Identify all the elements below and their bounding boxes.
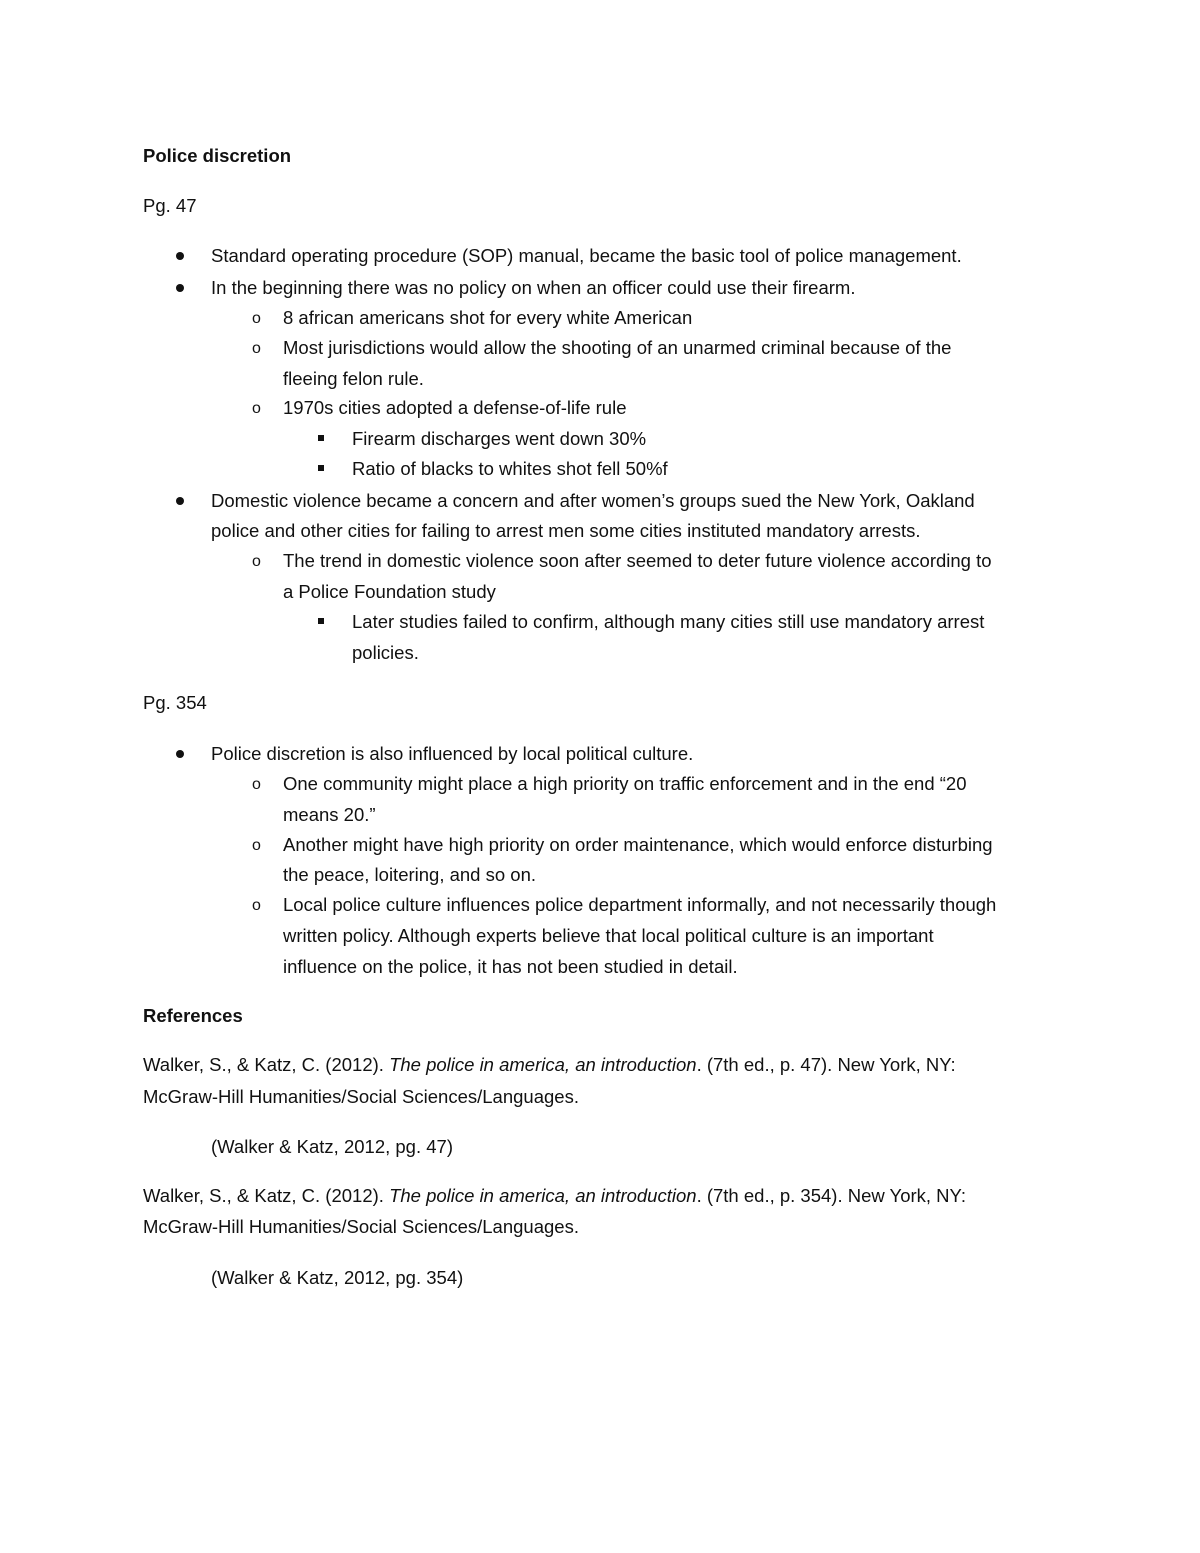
reference-book-title: The police in america, an introduction: [389, 1185, 697, 1206]
bullet-marker: [176, 284, 184, 292]
sub-sub-list-item: Ratio of blacks to whites shot fell 50%f: [352, 458, 668, 479]
reference-entry: [143, 1053, 956, 1077]
sub-list-item: Local police culture influences police department informally, and not necessarily though: [283, 894, 997, 915]
circle-marker: o: [252, 897, 261, 914]
square-marker: [318, 618, 324, 624]
circle-marker: o: [252, 776, 261, 793]
square-marker: [318, 465, 324, 471]
circle-marker: o: [252, 837, 261, 854]
page-title: Police discretion: [143, 145, 292, 166]
sub-sub-list-item: Later studies failed to confirm, although many cities still use mandatory arrest: [352, 611, 985, 632]
list-item: Police discretion is also influenced by local political culture.: [211, 743, 694, 764]
reference-details: . (7th ed., p. 354). New York, NY:: [696, 1185, 966, 1206]
circle-marker: o: [252, 310, 261, 327]
sub-list-item: The trend in domestic violence soon after seemed to deter future violence according to: [283, 550, 992, 571]
list-item: Domestic violence became a concern and after women’s groups sued the New York, Oakland: [211, 490, 975, 511]
in-text-citation: (Walker & Katz, 2012, pg. 47): [211, 1136, 453, 1157]
list-item: In the beginning there was no policy on when an officer could use their firearm.: [211, 277, 856, 298]
reference-authors: Walker, S., & Katz, C. (2012).: [143, 1054, 390, 1075]
page-reference-label: Pg. 47: [143, 195, 197, 216]
sub-list-item-continuation: means 20.”: [283, 804, 376, 825]
reference-publisher: McGraw-Hill Humanities/Social Sciences/Languages.: [143, 1216, 579, 1237]
references-heading: References: [143, 1005, 243, 1026]
list-item: Standard operating procedure (SOP) manual, became the basic tool of police management.: [211, 245, 962, 266]
page-reference-label: Pg. 354: [143, 692, 207, 713]
bullet-marker: [176, 252, 184, 260]
sub-list-item-continuation: fleeing felon rule.: [283, 368, 424, 389]
sub-list-item-continuation: influence on the police, it has not been studied in detail.: [283, 956, 738, 977]
sub-list-item: Another might have high priority on order maintenance, which would enforce disturbing: [283, 834, 993, 855]
reference-details: . (7th ed., p. 47). New York, NY:: [696, 1054, 956, 1075]
list-item-continuation: police and other cities for failing to arrest men some cities instituted mandatory arrests.: [211, 520, 921, 541]
reference-publisher: McGraw-Hill Humanities/Social Sciences/Languages.: [143, 1086, 579, 1107]
bullet-marker: [176, 750, 184, 758]
circle-marker: o: [252, 340, 261, 357]
sub-sub-list-item-continuation: policies.: [352, 642, 419, 663]
reference-book-title: The police in america, an introduction: [389, 1054, 697, 1075]
sub-list-item-continuation: written policy. Although experts believe that local political culture is an important: [283, 925, 934, 946]
circle-marker: o: [252, 553, 261, 570]
reference-entry: [143, 1184, 966, 1208]
sub-list-item: 8 african americans shot for every white American: [283, 307, 693, 328]
sub-list-item: Most jurisdictions would allow the shooting of an unarmed criminal because of the: [283, 337, 952, 358]
in-text-citation: (Walker & Katz, 2012, pg. 354): [211, 1267, 464, 1288]
square-marker: [318, 435, 324, 441]
reference-authors: Walker, S., & Katz, C. (2012).: [143, 1185, 390, 1206]
sub-sub-list-item: Firearm discharges went down 30%: [352, 428, 647, 449]
sub-list-item: One community might place a high priority on traffic enforcement and in the end “20: [283, 773, 967, 794]
sub-list-item: 1970s cities adopted a defense-of-life rule: [283, 397, 627, 418]
circle-marker: o: [252, 400, 261, 417]
bullet-marker: [176, 497, 184, 505]
sub-list-item-continuation: a Police Foundation study: [283, 581, 496, 602]
sub-list-item-continuation: the peace, loitering, and so on.: [283, 864, 537, 885]
